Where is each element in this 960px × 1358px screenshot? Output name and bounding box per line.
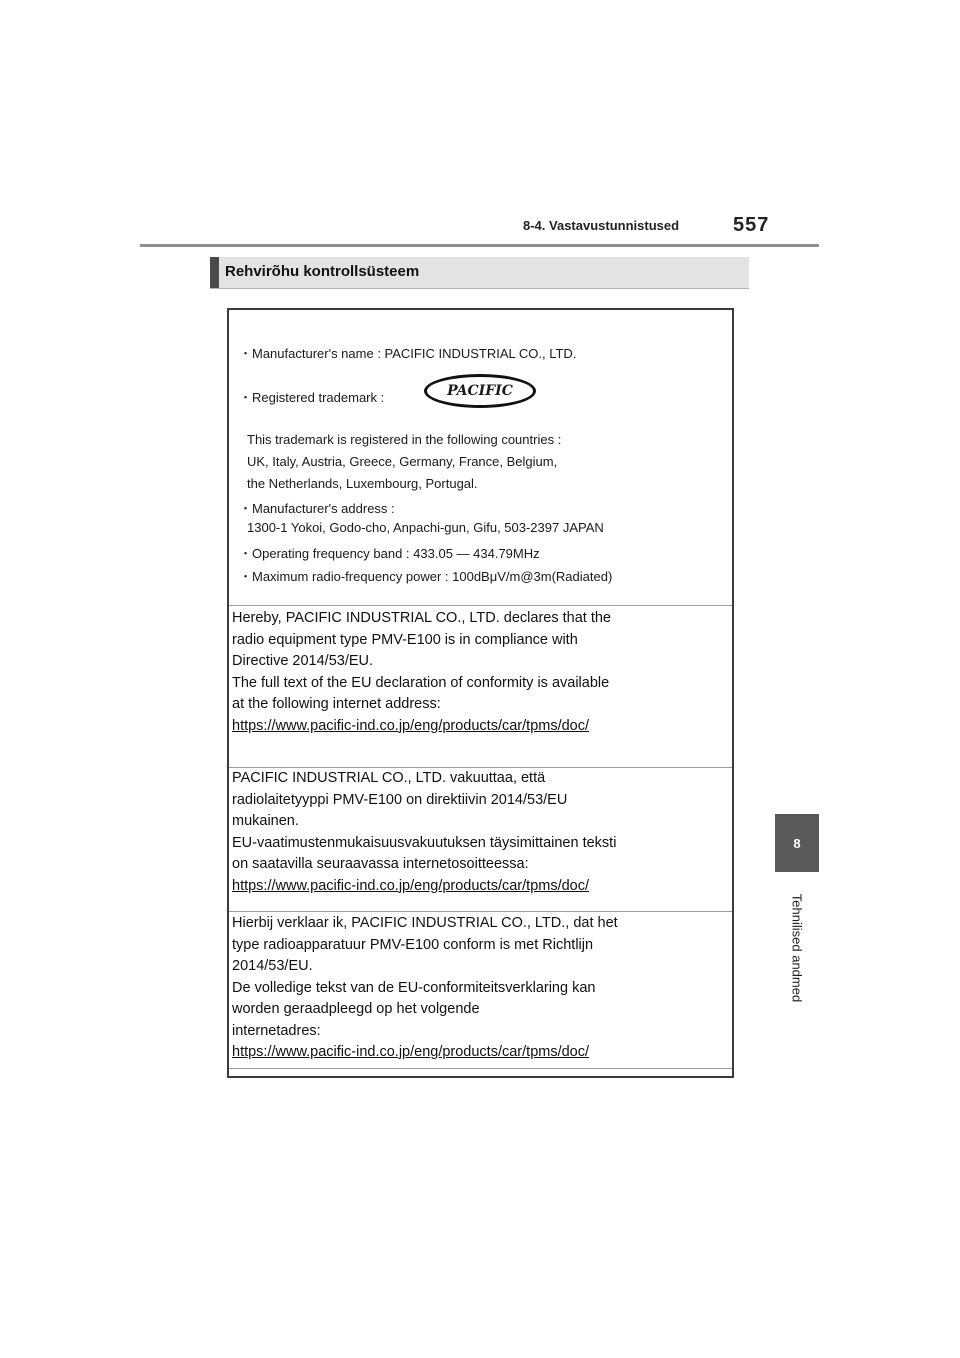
declaration-line: type radioapparatuur PMV-E100 conform is met Richtlijn xyxy=(232,936,594,953)
declaration-url[interactable]: https://www.pacific-ind.co.jp/eng/products/car/tpms/doc/ xyxy=(232,877,590,894)
frequency-band: ・Operating frequency band : 433.05 ― 434.79MHz xyxy=(239,546,540,561)
pacific-logo xyxy=(424,374,536,408)
declaration-line: internetadres: xyxy=(232,1022,321,1039)
chapter-label: Tehnilised andmed xyxy=(789,893,805,1003)
divider xyxy=(229,1068,732,1069)
max-rf-power: ・Maximum radio-frequency power : 100dBμV/m@3m(Radiated) xyxy=(239,569,613,584)
declaration-line: Hierbij verklaar ik, PACIFIC INDUSTRIAL CO., LTD., dat het xyxy=(232,915,618,931)
section-title-bar xyxy=(210,257,749,289)
trademark-note-1: This trademark is registered in the following countries : xyxy=(247,432,562,447)
header-divider xyxy=(140,244,819,247)
declaration-line: Hereby, PACIFIC INDUSTRIAL CO., LTD. declares that the xyxy=(232,610,611,626)
chapter-tab xyxy=(775,814,819,872)
trademark-note-3: the Netherlands, Luxembourg, Portugal. xyxy=(247,476,478,491)
address-label: ・Manufacturer's address : xyxy=(239,501,395,516)
manufacturer-address: 1300-1 Yokoi, Godo-cho, Anpachi-gun, Gifu, 503-2397 JAPAN xyxy=(247,520,604,535)
declaration-line: worden geraadpleegd op het volgende xyxy=(232,1001,480,1017)
declaration-line: on saatavilla seuraavassa internetosoitteessa: xyxy=(232,856,529,872)
declaration-line: 2014/53/EU. xyxy=(232,958,313,974)
declaration-line: at the following internet address: xyxy=(232,696,441,712)
divider xyxy=(229,605,732,606)
certification-label xyxy=(227,308,734,1078)
logo-text: PACIFIC xyxy=(447,383,513,399)
section-header: 8-4. Vastavustunnistused xyxy=(523,218,680,233)
declaration-url[interactable]: https://www.pacific-ind.co.jp/eng/products/car/tpms/doc/ xyxy=(232,717,590,734)
chapter-number: 8 xyxy=(793,835,801,851)
declaration-line: PACIFIC INDUSTRIAL CO., LTD. vakuuttaa, että xyxy=(232,770,546,786)
declaration-url[interactable]: https://www.pacific-ind.co.jp/eng/products/car/tpms/doc/ xyxy=(232,1044,590,1060)
declaration-line: Directive 2014/53/EU. xyxy=(232,653,374,669)
declaration-line: EU-vaatimustenmukaisuusvakuutuksen täysimittainen teksti xyxy=(232,834,617,851)
declaration-english xyxy=(232,608,727,737)
page-number: 557 xyxy=(733,214,770,236)
declaration-finnish xyxy=(232,768,727,897)
section-title: Rehvirõhu kontrollsüsteem xyxy=(225,263,420,280)
declaration-line: mukainen. xyxy=(232,813,299,829)
declaration-line: De volledige tekst van de EU-conformiteitsverklaring kan xyxy=(232,979,596,996)
declaration-line: radiolaitetyyppi PMV-E100 on direktiivin 2014/53/EU xyxy=(232,791,568,808)
section-accent xyxy=(210,257,219,288)
manufacturer-name: ・Manufacturer's name : PACIFIC INDUSTRIAL CO., LTD. xyxy=(239,346,577,361)
declaration-dutch xyxy=(232,913,727,1064)
registered-trademark: ・Registered trademark : xyxy=(239,390,385,405)
declaration-line: The full text of the EU declaration of conformity is available xyxy=(232,674,610,691)
trademark-note-2: UK, Italy, Austria, Greece, Germany, France, Belgium, xyxy=(247,454,558,469)
divider xyxy=(229,911,732,912)
declaration-line: radio equipment type PMV-E100 is in compliance with xyxy=(232,631,578,648)
